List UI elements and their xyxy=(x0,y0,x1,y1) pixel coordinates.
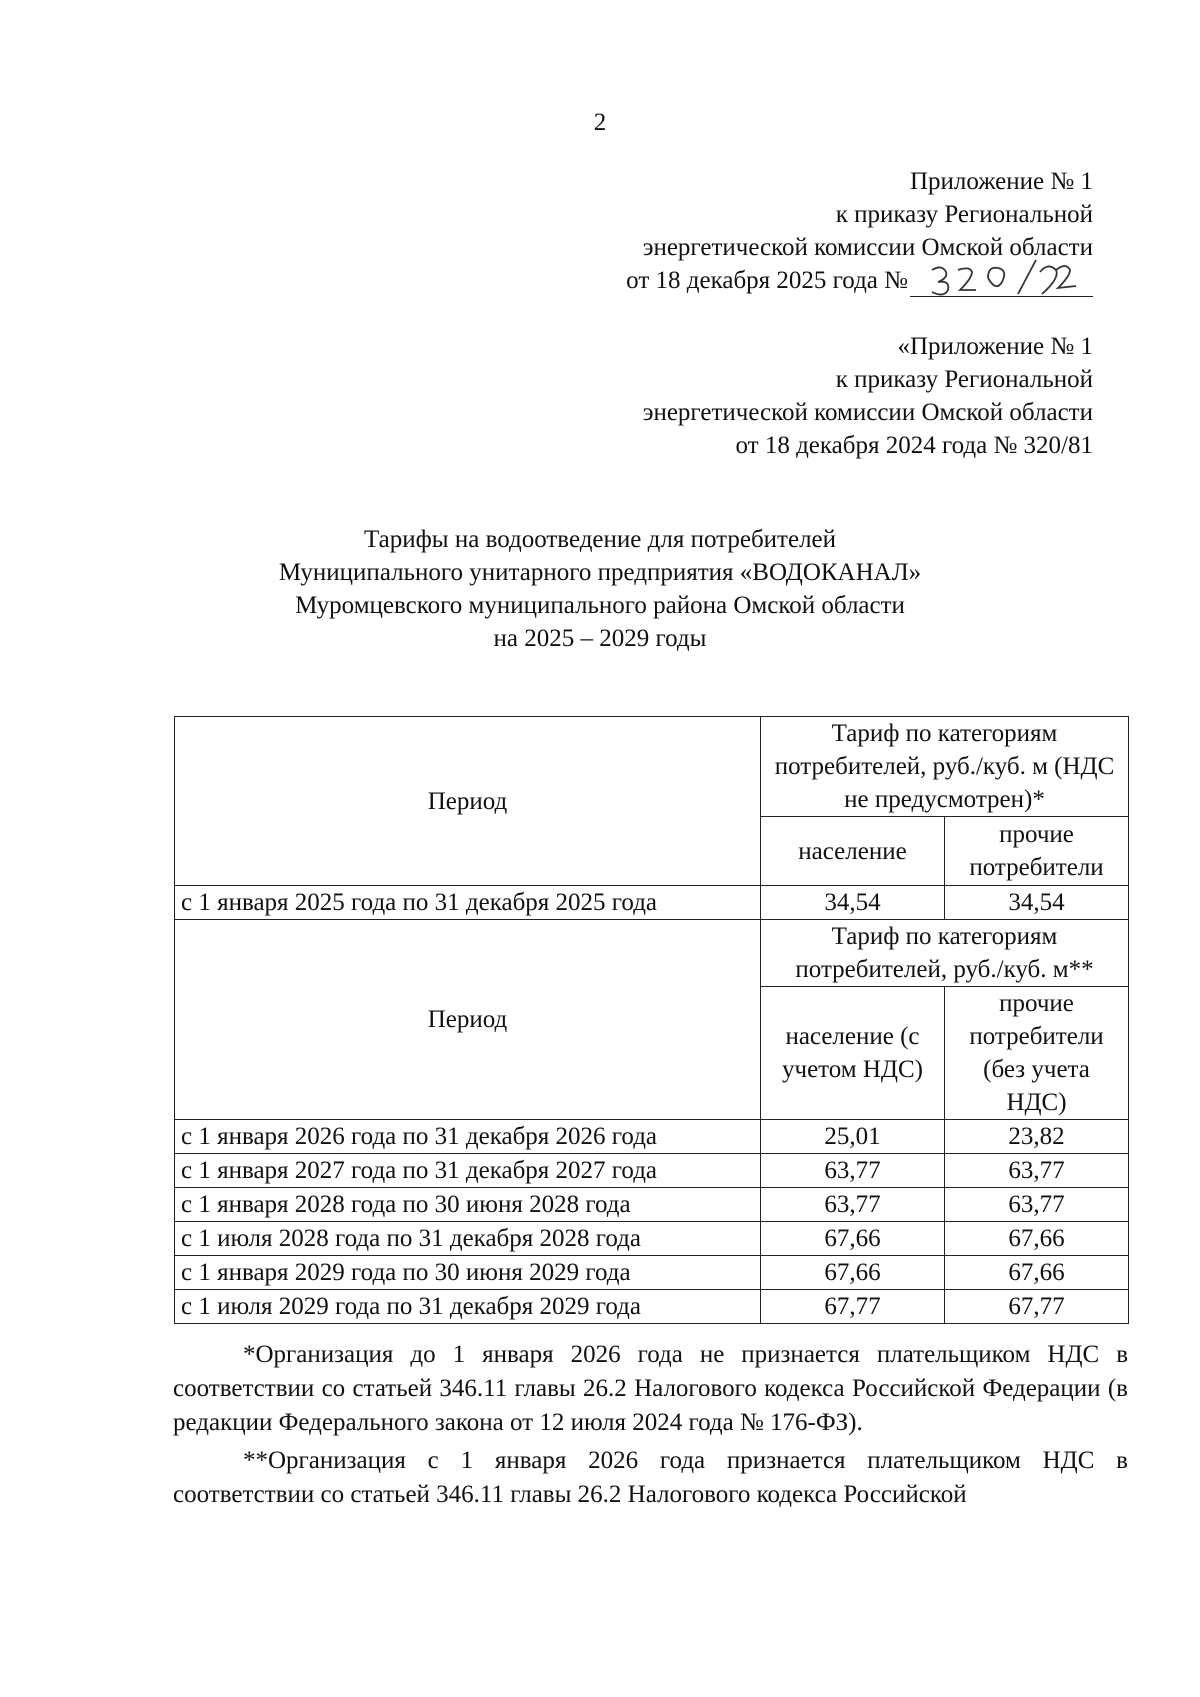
row-other-value: 23,82 xyxy=(945,1120,1129,1154)
title-line: на 2025 – 2029 годы xyxy=(493,625,707,652)
annex-current-date: от 18 декабря 2025 года № xyxy=(626,267,908,294)
annex-current-line: энергетической комиссии Омской области xyxy=(642,234,1093,261)
table-row xyxy=(175,1290,1129,1324)
row-other-value: 34,54 xyxy=(945,886,1129,920)
title-line: Муниципального унитарного предприятия «ВОДОКАНАЛ» xyxy=(278,559,922,586)
annex-previous-line: к приказу Региональной xyxy=(835,366,1093,393)
annex-previous-line: от 18 декабря 2024 года № 320/81 xyxy=(735,432,1093,459)
annex-previous-line: энергетической комиссии Омской области xyxy=(642,399,1093,426)
annex-current-line: Приложение № 1 xyxy=(909,168,1093,195)
annex-previous-line: «Приложение № 1 xyxy=(897,333,1093,360)
annex-previous-header xyxy=(643,330,1093,462)
table-row xyxy=(175,1188,1129,1222)
row-period: с 1 июля 2028 года по 31 декабря 2028 года xyxy=(175,1222,761,1256)
row-other-value: 67,77 xyxy=(945,1290,1129,1324)
table-row xyxy=(175,1120,1129,1154)
row-other-value: 67,66 xyxy=(945,1256,1129,1290)
page-number: 2 xyxy=(593,109,607,136)
row-period: с 1 января 2029 года по 30 июня 2029 года xyxy=(175,1256,761,1290)
row-population-value: 25,01 xyxy=(761,1120,945,1154)
annex-current-date-line xyxy=(626,264,1093,297)
row-population-value: 63,77 xyxy=(761,1188,945,1222)
col-other-header: прочие потребители xyxy=(945,817,1129,886)
row-period: с 1 января 2025 года по 31 декабря 2025 года xyxy=(175,886,761,920)
row-period: с 1 июля 2029 года по 31 декабря 2029 года xyxy=(175,1290,761,1324)
title-line: Тарифы на водоотведение для потребителей xyxy=(363,526,837,553)
table-row xyxy=(175,1222,1129,1256)
row-population-value: 63,77 xyxy=(761,1154,945,1188)
section1-header-row xyxy=(175,717,1129,817)
footnotes xyxy=(173,1338,1128,1516)
period-header: Период xyxy=(175,920,761,1120)
table-row xyxy=(175,1154,1129,1188)
tariff-table xyxy=(174,716,1129,1324)
row-population-value: 67,66 xyxy=(761,1222,945,1256)
row-population-value: 67,66 xyxy=(761,1256,945,1290)
handwritten-order-number xyxy=(910,266,1093,297)
title-line: Муромцевского муниципального района Омской области xyxy=(295,592,905,619)
section2-header-row xyxy=(175,920,1129,987)
footnote-vat-before-2026: *Организация до 1 января 2026 года не признается плательщиком НДС в соответствии со статьей 346.11 главы 26.2 Налогового кодекса Российской Федерации (в редакции Федерального закона от 12 июля 2024 года № 176-ФЗ). xyxy=(173,1341,1128,1436)
row-other-value: 63,77 xyxy=(945,1154,1129,1188)
row-other-value: 67,66 xyxy=(945,1222,1129,1256)
document-title xyxy=(0,523,1200,655)
period-header: Период xyxy=(175,717,761,886)
tariff-header: Тариф по категориям потребителей, руб./куб. м (НДС не предусмотрен)* xyxy=(761,717,1129,817)
row-population-value: 67,77 xyxy=(761,1290,945,1324)
row-population-value: 34,54 xyxy=(761,886,945,920)
handwritten-number-signature xyxy=(918,258,1088,298)
row-period: с 1 января 2026 года по 31 декабря 2026 года xyxy=(175,1120,761,1154)
col-population-header: население (с учетом НДС) xyxy=(761,987,945,1120)
tariff-header: Тариф по категориям потребителей, руб./куб. м** xyxy=(761,920,1129,987)
annex-current-line: к приказу Региональной xyxy=(835,201,1093,228)
table-row xyxy=(175,886,1129,920)
row-period: с 1 января 2028 года по 30 июня 2028 года xyxy=(175,1188,761,1222)
annex-current-header xyxy=(626,165,1093,297)
row-period: с 1 января 2027 года по 31 декабря 2027 года xyxy=(175,1154,761,1188)
col-population-header: население xyxy=(761,817,945,886)
table-row xyxy=(175,1256,1129,1290)
col-other-header: прочие потребители (без учета НДС) xyxy=(945,987,1129,1120)
row-other-value: 63,77 xyxy=(945,1188,1129,1222)
footnote-vat-from-2026: **Организация с 1 января 2026 года признается плательщиком НДС в соответствии со статьей 346.11 главы 26.2 Налогового кодекса Российской xyxy=(173,1447,1128,1508)
